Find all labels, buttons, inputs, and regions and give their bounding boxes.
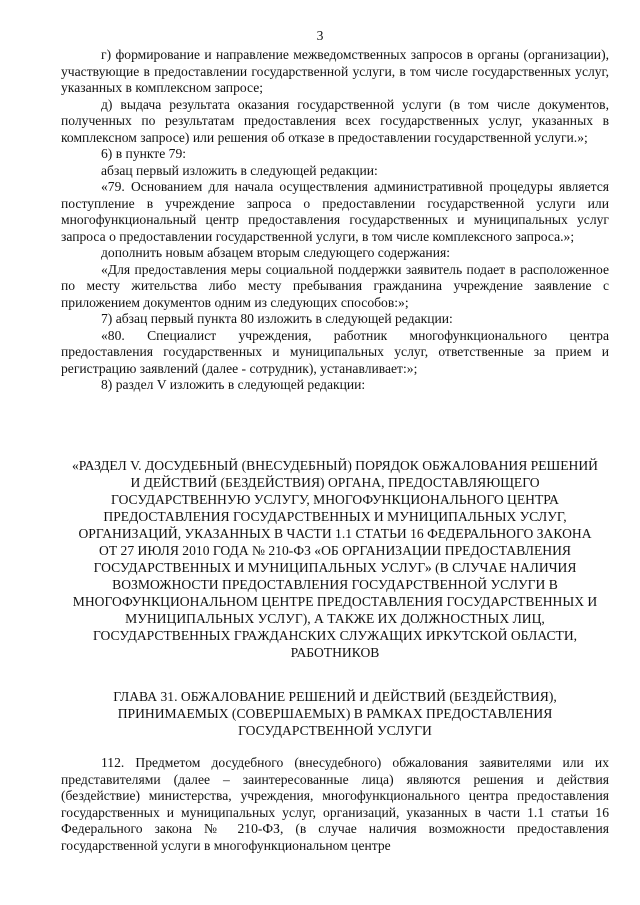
paragraph-item-7: 7) абзац первый пункта 80 изложить в следующей редакции: (101, 311, 453, 326)
paragraph-79: «79. Основанием для начала осуществления административной процедуры является поступление в учреждение запроса о предоставлении государственной услуги или многофункциональный центр предоставления государственных и муниципальных услуг запроса о предоставлении государственной услуги, в том числе комплексного запроса.»; (61, 179, 609, 244)
paragraph-abzac-first: абзац первый изложить в следующей редакции: (101, 162, 378, 178)
chapter-31-heading: ГЛАВА 31. ОБЖАЛОВАНИЕ РЕШЕНИЙ И ДЕЙСТВИЙ (БЕЗДЕЙСТВИЯ), ПРИНИМАЕМЫХ (СОВЕРШАЕМЫХ) В РАМКАХ ПРЕДОСТАВЛЕНИЯ ГОСУДАРСТВЕННОЙ УСЛУГИ (113, 689, 557, 738)
page-number: 3 (316, 28, 324, 43)
paragraph-social-support: «Для предоставления меры социальной поддержки заявитель подает в расположенное по месту жительства либо месту пребывания гражданина учреждение заявление с приложением документов одним из следующих способов:»; (61, 261, 609, 310)
paragraph-112-block (61, 755, 609, 854)
paragraph-item-6: 6) в пункте 79: (101, 146, 187, 161)
paragraph-d: д) выдача результата оказания государственной услуги (в том числе документов, полученных по результатам предоставления всех государственных услуг, указанных в комплексном запросе) или решения об отказе в предоставлении государственной услуги.»; (61, 96, 609, 145)
paragraph-item-8: 8) раздел V изложить в следующей редакции: (101, 377, 366, 392)
paragraph-80: «80. Специалист учреждения, работник многофункционального центра предоставления государственных и муниципальных услуг, ответственные за прием и регистрацию заявлений (далее - сотрудник), устанавливает:»; (61, 327, 609, 376)
paragraph-g: г) формирование и направление межведомственных запросов в органы (организации), участвующие в предоставлении государственной услуги, в том числе государственных услуг, указанных в комплексном запросе; (61, 47, 609, 95)
paragraph-112: 112. Предметом досудебного (внесудебного) обжалования заявителями или их представителями (далее – заинтересованные лица) являются решения и действия (бездействие) министерства, учреждения, многофункционального центра предоставления государственных и муниципальных услуг, организаций, указанных в части 1.1 статьи 16 Федерального закона № 210-ФЗ, (в случае наличия возможности предоставления государственной услуги в многофункциональном центре (61, 755, 609, 853)
amendments-text (61, 47, 609, 394)
section-v-heading: «РАЗДЕЛ V. ДОСУДЕБНЫЙ (ВНЕСУДЕБНЫЙ) ПОРЯДОК ОБЖАЛОВАНИЯ РЕШЕНИЙ И ДЕЙСТВИЙ (БЕЗДЕЙСТВИЯ) ОРГАНА, ПРЕДОСТАВЛЯЮЩЕГО ГОСУДАРСТВЕННУЮ УСЛУГУ, МНОГОФУНКЦИОНАЛЬНОГО ЦЕНТРА ПРЕДОСТАВЛЕНИЯ ГОСУДАРСТВЕННЫХ И МУНИЦИПАЛЬНЫХ УСЛУГ, ОРГАНИЗАЦИЙ, УКАЗАННЫХ В ЧАСТИ 1.1 СТАТЬИ 16 ФЕДЕРАЛЬНОГО ЗАКОНА ОТ 27 ИЮЛЯ 2010 ГОДА № 210-ФЗ «ОБ ОРГАНИЗАЦИИ ПРЕДОСТАВЛЕНИЯ ГОСУДАРСТВЕННЫХ И МУНИЦИПАЛЬНЫХ УСЛУГ» (В СЛУЧАЕ НАЛИЧИЯ ВОЗМОЖНОСТИ ПРЕДОСТАВЛЕНИЯ ГОСУДАРСТВЕННОЙ УСЛУГИ В МНОГОФУНКЦИОНАЛЬНОМ ЦЕНТРЕ ПРЕДОСТАВЛЕНИЯ ГОСУДАРСТВЕННЫХ И МУНИЦИПАЛЬНЫХ УСЛУГ), А ТАКЖЕ ИХ ДОЛЖНОСТНЫХ ЛИЦ, ГОСУДАРСТВЕННЫХ ГРАЖДАНСКИХ СЛУЖАЩИХ ИРКУТСКОЙ ОБЛАСТИ, РАБОТНИКОВ (72, 458, 598, 660)
paragraph-add-second: дополнить новым абзацем вторым следующего содержания: (101, 245, 450, 260)
